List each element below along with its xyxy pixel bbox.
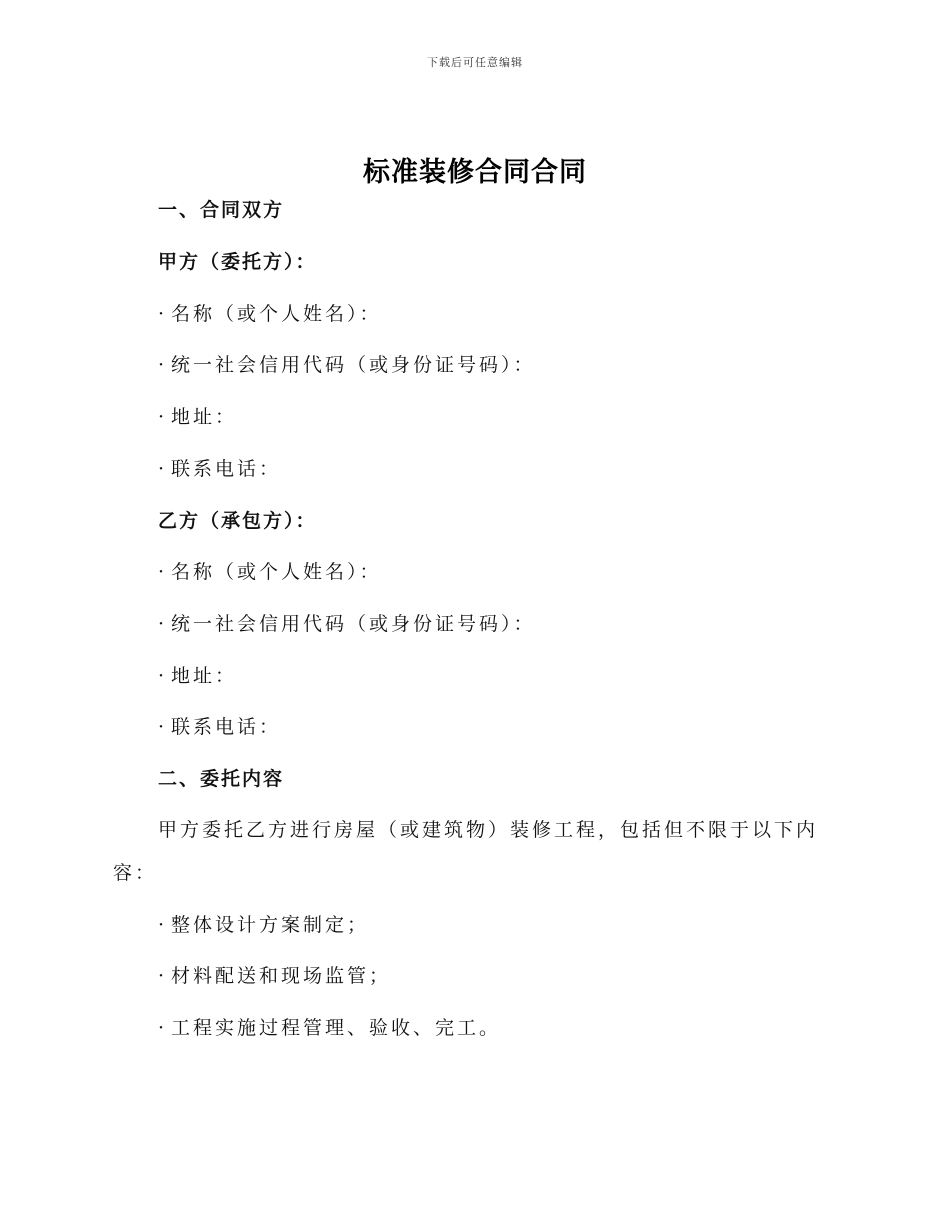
document-title: 标准装修合同合同 <box>363 157 587 188</box>
section-heading-parties: 一、合同双方 <box>158 199 285 221</box>
bullet-icon: · <box>158 1017 168 1039</box>
bullet-icon: · <box>158 914 168 936</box>
party-b-phone-label: 联系电话： <box>171 716 282 738</box>
scope-item-line <box>158 964 391 988</box>
party-a-code-line <box>158 353 536 377</box>
party-b-label: 乙方（承包方）： <box>158 510 317 532</box>
party-b-name-line <box>158 560 382 584</box>
bullet-icon: · <box>158 965 168 987</box>
party-a-phone-line <box>158 457 281 481</box>
scope-item-text: 整体设计方案制定； <box>171 914 370 936</box>
bullet-icon: · <box>158 716 168 738</box>
scope-item-text: 工程实施过程管理、验收、完工。 <box>171 1017 502 1039</box>
party-a-address-line <box>158 405 237 429</box>
party-a-address-label: 地址： <box>171 406 238 428</box>
party-a-phone-label: 联系电话： <box>171 458 282 480</box>
party-b-address-label: 地址： <box>171 665 238 687</box>
bullet-icon: · <box>158 665 168 687</box>
scope-intro-paragraph: 甲方委托乙方进行房屋（或建筑物）装修工程，包括但不限于以下内容： <box>113 819 819 884</box>
party-b-code-label: 统一社会信用代码（或身份证号码）： <box>171 613 536 635</box>
bullet-icon: · <box>158 303 168 325</box>
party-b-code-line <box>158 612 536 636</box>
scope-item-line <box>158 1016 501 1040</box>
section-heading-scope: 二、委托内容 <box>158 768 285 790</box>
bullet-icon: · <box>158 406 168 428</box>
party-a-name-label: 名称（或个人姓名）： <box>171 303 382 325</box>
scope-item-text: 材料配送和现场监管； <box>171 965 392 987</box>
party-b-address-line <box>158 664 237 688</box>
page-header-note: 下载后可任意编辑 <box>427 56 523 69</box>
bullet-icon: · <box>158 458 168 480</box>
party-a-label: 甲方（委托方）： <box>158 251 317 273</box>
bullet-icon: · <box>158 354 168 376</box>
bullet-icon: · <box>158 613 168 635</box>
party-a-name-line <box>158 302 382 326</box>
party-b-name-label: 名称（或个人姓名）： <box>171 561 382 583</box>
party-b-phone-line <box>158 715 281 739</box>
party-a-code-label: 统一社会信用代码（或身份证号码）： <box>171 354 536 376</box>
scope-item-line <box>158 913 369 937</box>
bullet-icon: · <box>158 561 168 583</box>
